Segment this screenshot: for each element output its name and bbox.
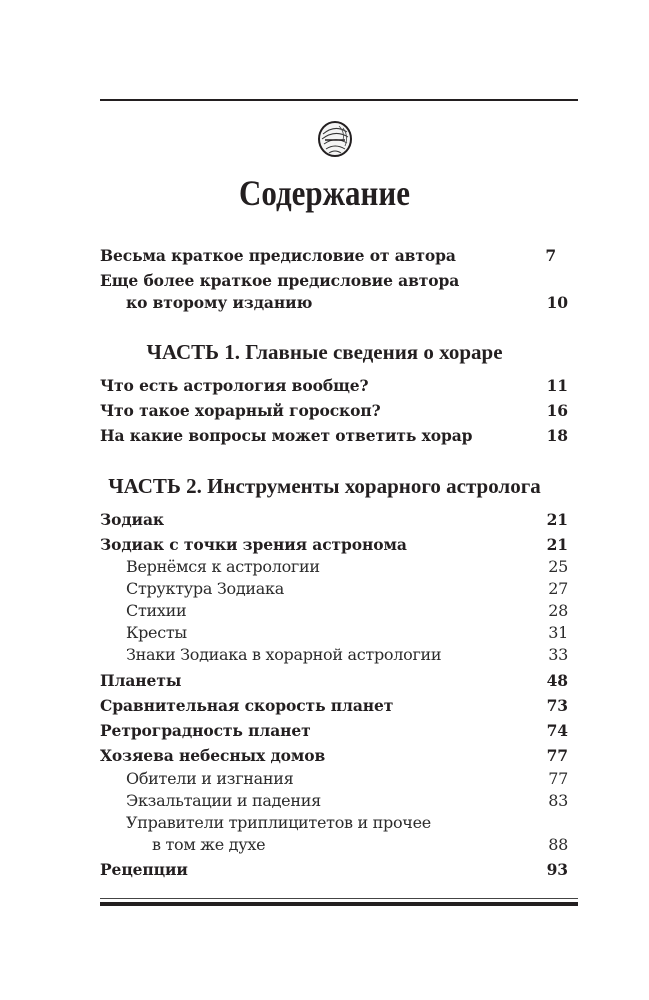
toc-entry-page: 48 [546,671,568,690]
part-heading: ЧАСТЬ 2. Инструменты хорарного астролога [108,474,541,498]
toc-entry-title: Планеты [100,671,182,690]
toc-entry-page: 31 [548,623,568,642]
toc-entry-title: Управители триплицитетов и прочее [126,813,431,832]
toc-entry-page: 77 [546,746,568,765]
toc-entry-page: 21 [546,510,568,529]
toc-entry-title: Зодиак [100,510,164,529]
toc-entry-title: Что есть астрология вообще? [100,376,369,395]
toc-entry-page: 16 [546,401,568,420]
toc-entry-title: Еще более краткое предисловие автора [100,271,460,290]
toc-entry-page: 28 [548,601,568,620]
toc-entry-title: Ретроградность планет [100,721,311,740]
toc-entry-title: Рецепции [100,860,188,879]
toc-entry-page: 21 [546,535,568,554]
toc-entry-title: Вернёмся к астрологии [126,557,320,576]
toc-entry-title: Кресты [126,623,187,642]
page-title: Содержание [239,173,410,213]
toc-entry-page: 83 [548,791,568,810]
toc-entry-page: 88 [548,835,568,854]
toc-entry-page: 10 [546,293,568,312]
toc-entry-page: 27 [548,579,568,598]
top-rule [100,99,578,101]
toc-entry-title-cont: ко второму изданию [126,293,313,312]
toc-entry-page: 25 [548,557,568,576]
bottom-rule-thick [100,902,578,906]
part-heading: ЧАСТЬ 1. Главные сведения о хораре [146,340,503,364]
toc-entry-title: Хозяева небесных домов [100,746,326,765]
toc-entry-title: Весьма краткое предисловие от автора [100,246,456,265]
toc-entry-title: Знаки Зодиака в хорарной астрологии [126,645,442,664]
toc-entry-title: Зодиак с точки зрения астронома [100,535,407,554]
toc-entry-title: На какие вопросы может ответить хорар [100,426,473,445]
toc-entry-page: 18 [546,426,568,445]
toc-entry-title-cont: в том же духе [152,835,266,854]
toc-entry-title: Стихии [126,601,187,620]
toc-entry-title: Структура Зодиака [126,579,284,598]
rosette-ornament-icon [317,120,353,158]
toc-entry-page: 33 [548,645,568,664]
toc-entry-title: Что такое хорарный гороскоп? [100,401,381,420]
toc-entry-title: Экзальтации и падения [126,791,321,810]
toc-entry-title: Обители и изгнания [126,769,294,788]
toc-entry-page: 77 [548,769,568,788]
toc-entry-page: 74 [546,721,568,740]
toc-entry-page: 73 [546,696,568,715]
toc-entry-title: Сравнительная скорость планет [100,696,394,715]
bottom-rule-thin [100,898,578,899]
toc-entry-page: 93 [546,860,568,879]
toc-entry-page: 11 [546,376,568,395]
toc-entry-page: 7 [545,246,556,265]
